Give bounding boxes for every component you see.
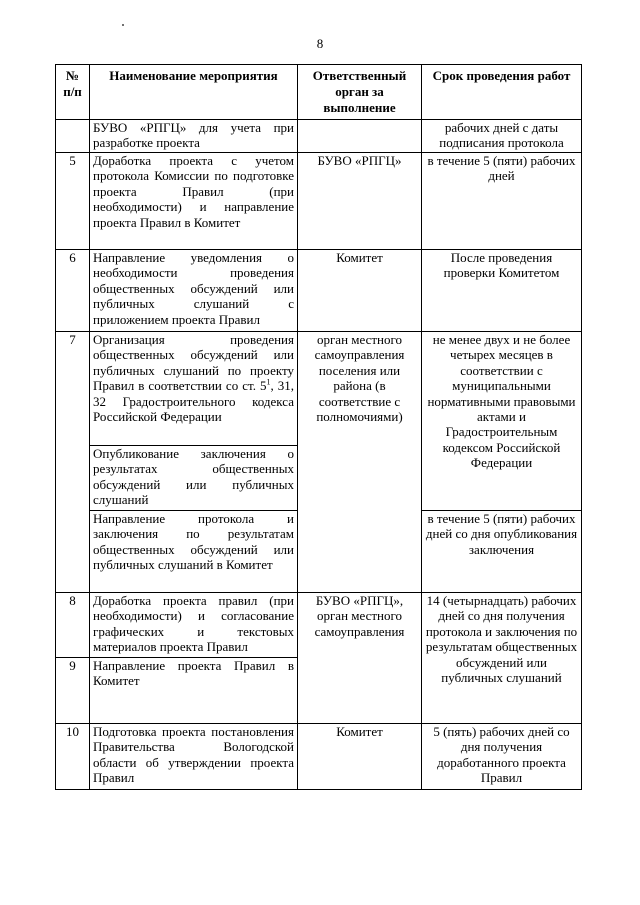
cell-deadline: не менее двух и не более четырех месяцев в соответствии с муниципальными нормативными правовыми актами и Градостроительным кодексом Российской Федерации bbox=[422, 332, 582, 511]
cell-responsible bbox=[298, 120, 422, 153]
cell-name: Опубликование заключения о результатах общественных обсуждений или публичных слушаний bbox=[90, 446, 298, 511]
header-name: Наименование мероприятия bbox=[90, 65, 298, 120]
cell-name bbox=[90, 332, 298, 446]
cell-num: 7 bbox=[56, 332, 90, 593]
header-num: № п/п bbox=[56, 65, 90, 120]
superscript: 1 bbox=[266, 377, 271, 387]
table-row-7a bbox=[56, 332, 582, 446]
table-row-10 bbox=[56, 724, 582, 790]
header-responsible: Ответственный орган за выполнение bbox=[298, 65, 422, 120]
table-header-row bbox=[56, 65, 582, 120]
cell-num: 5 bbox=[56, 153, 90, 250]
cell-responsible: БУВО «РПГЦ», орган местного самоуправления bbox=[298, 593, 422, 724]
cell-responsible: Комитет bbox=[298, 250, 422, 332]
cell-responsible: Комитет bbox=[298, 724, 422, 790]
table-row-continued bbox=[56, 120, 582, 153]
cell-num: 10 bbox=[56, 724, 90, 790]
cell-deadline: рабочих дней с даты подписания протокола bbox=[422, 120, 582, 153]
table-row-8 bbox=[56, 593, 582, 658]
table-row-5 bbox=[56, 153, 582, 250]
cell-deadline: в течение 5 (пяти) рабочих дней со дня опубликования заключения bbox=[422, 511, 582, 593]
page-number: 8 bbox=[316, 36, 324, 51]
cell-num: 9 bbox=[56, 658, 90, 724]
cell-num: 8 bbox=[56, 593, 90, 658]
cell-responsible: орган местного самоуправления поселения или района (в соответствие с полномочиями) bbox=[298, 332, 422, 593]
cell-name: Направление протокола и заключения по результатам общественных обсуждений или публичных слушаний в Комитет bbox=[90, 511, 298, 593]
cell-name-text-a: Организация проведения общественных обсуждений или публичных слушаний по проекту Правил в соответствии со ст. $5^1$, 31, 32 Градостроительного кодекса Российской Федерации bbox=[93, 332, 295, 425]
cell-name: Доработка проекта правил (при необходимости) и согласование графических и текстовых материалов проекта Правил bbox=[90, 593, 298, 658]
cell-deadline: 5 (пять) рабочих дней со дня получения доработанного проекта Правил bbox=[422, 724, 582, 790]
events-table bbox=[55, 64, 582, 790]
cell-name: БУВО «РПГЦ» для учета при разработке проекта bbox=[90, 120, 298, 153]
cell-name: Направление уведомления о необходимости проведения общественных обсуждений или публичных слушаний с приложением проекта Правил bbox=[90, 250, 298, 332]
cell-responsible: БУВО «РПГЦ» bbox=[298, 153, 422, 250]
cell-name: Направление проекта Правил в Комитет bbox=[90, 658, 298, 724]
header-deadline: Срок проведения работ bbox=[422, 65, 582, 120]
cell-num bbox=[56, 120, 90, 153]
cell-num: 6 bbox=[56, 250, 90, 332]
cell-deadline: После проведения проверки Комитетом bbox=[422, 250, 582, 332]
cell-name: Подготовка проекта постановления Правительства Вологодской области об утверждении проекта Правил bbox=[90, 724, 298, 790]
table-row-6 bbox=[56, 250, 582, 332]
cell-deadline: в течение 5 (пяти) рабочих дней bbox=[422, 153, 582, 250]
cell-deadline: 14 (четырнадцать) рабочих дней со дня получения протокола и заключения по результатам общественных обсуждений или публичных слушаний bbox=[422, 593, 582, 724]
scan-speck bbox=[122, 24, 124, 26]
cell-name: Доработка проекта с учетом протокола Комиссии по подготовке проекта Правил (при необходимости) и направление проекта Правил в Комитет bbox=[90, 153, 298, 250]
